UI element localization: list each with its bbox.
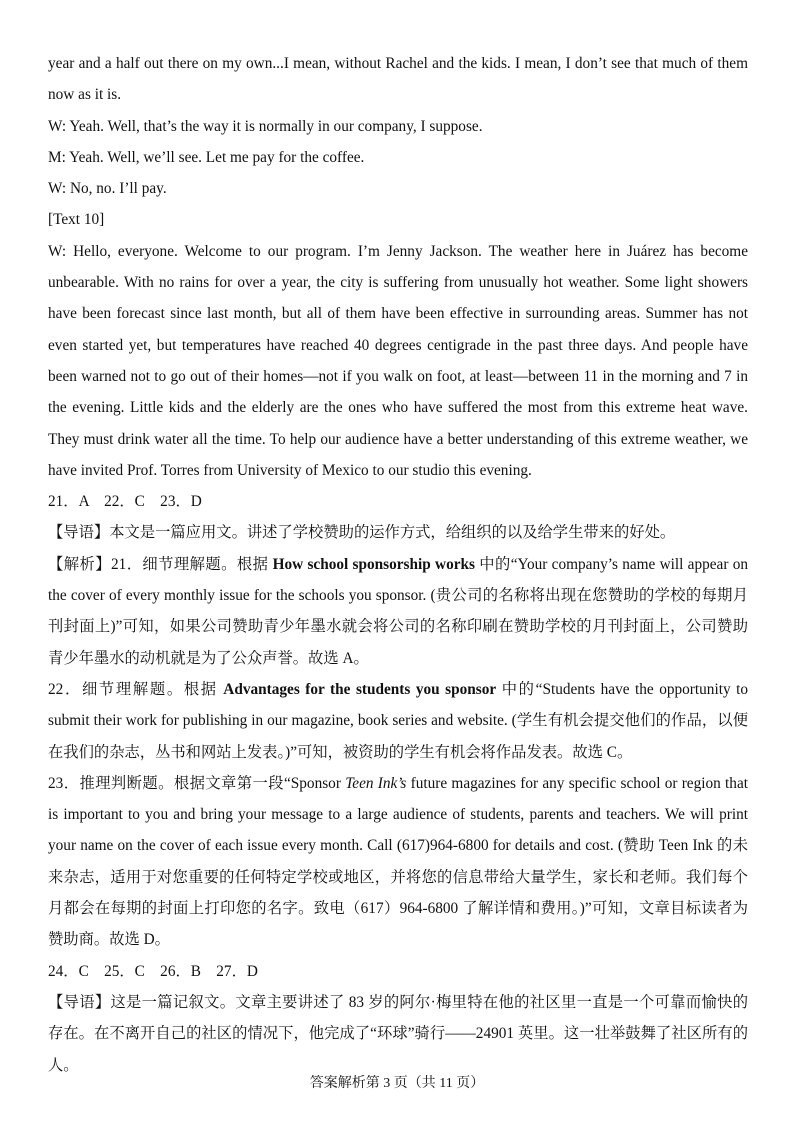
analysis-22 [48, 674, 748, 768]
page-content [48, 48, 748, 1081]
transcript-paragraph-1: year and a half out there on my own...I mean, without Rachel and the kids. I mean, I don’t see that much of them now as it is. [48, 55, 748, 104]
analysis-23-italic-title: Teen Ink’s [345, 774, 407, 792]
page-footer: 答案解析第 3 页（共 11 页） [309, 1076, 485, 1091]
analysis-22-intro: 22．细节理解题。根据 [48, 680, 224, 698]
analysis-21-body: 中的“Your company’s name will appear on the cover of every monthly issue for the schools you sponsor. (贵公司的名称将出现在您赞助的学校的每期月刊封面上)”可知，如果公司赞助青少年墨水就会将公司的名称印刷在赞助学校的月刊封面上，公司赞助青少年墨水的动机就是为了公众声誉。故选 A。 [48, 555, 748, 667]
transcript-paragraph-6: W: Hello, everyone. Welcome to our program. I’m Jenny Jackson. The weather here in Juárez has become unbearable. With no rains for over a year, the city is suffering from unusually hot weather. Some light showers have been forecast since last month, but all of them have been effective in surrounding areas. Summer has not even started yet, but temperatures have reached 40 degrees centigrade in the past three days. And people have been warned not to go out of their homes—not if you walk on foot, at least—between 11 in the morning and 7 in the evening. Little kids and the elderly are the ones who have suffered the most from this extreme heat wave. They must drink water all the time. To help our audience have a better understanding of this extreme weather, we have invited Prof. Torres from University of Mexico to our studio this evening. [48, 242, 748, 479]
guide-text-1: 【导语】本文是一篇应用文。讲述了学校赞助的运作方式，给组织的以及给学生带来的好处。 [48, 524, 676, 542]
transcript-section-label: [Text 10] [48, 211, 105, 229]
analysis-22-heading-ref: Advantages for the students you sponsor [223, 680, 497, 698]
transcript-paragraph-3: M: Yeah. Well, we’ll see. Let me pay for the coffee. [48, 148, 365, 166]
analysis-23-intro: 23．推理判断题。根据文章第一段“Sponsor [48, 774, 346, 792]
answer-key-21-23: 21．A 22．C 23．D [48, 493, 202, 511]
analysis-22-body: 中的“Students have the opportunity to submit their work for publishing in our magazine, book series and website. (学生有机会提交他们的作品，以便在我们的杂志，丛书和网站上发表。)”可知，被资助的学生有机会将作品发表。故选 C。 [48, 680, 749, 761]
analysis-23-body: future magazines for any specific school or region that is important to you and bring your message to a large audience of students, parents and teachers. We will print your name on the cover of each issue every month. Call (617)964-6800 for details and cost. (赞助 Teen Ink 的未来杂志，适用于对您重要的任何特定学校或地区，并将您的信息带给大量学生，家长和老师。我们每个月都会在每期的封面上打印您的名字。致电（617）964-6800 了解详情和费用。)”可知，文章目标读者为赞助商。故选 D。 [48, 774, 748, 949]
guide-text-2: 【导语】这是一篇记叙文。文章主要讲述了 83 岁的阿尔·梅里特在他的社区里一直是一个可靠而愉快的存在。在不离开自己的社区的情况下，他完成了“环球”骑行——24901 英里。这一壮举鼓舞了社区所有的人。 [48, 993, 748, 1074]
analysis-21 [48, 549, 748, 674]
analysis-21-heading-ref: How school sponsorship works [272, 555, 475, 573]
answer-key-24-27: 24．C 25．C 26．B 27．D [48, 962, 258, 980]
transcript-paragraph-4: W: No, no. I’ll pay. [48, 180, 167, 198]
analysis-23 [48, 768, 748, 956]
transcript-paragraph-2: W: Yeah. Well, that’s the way it is normally in our company, I suppose. [48, 117, 483, 135]
analysis-21-intro: 【解析】21．细节理解题。根据 [48, 555, 273, 573]
